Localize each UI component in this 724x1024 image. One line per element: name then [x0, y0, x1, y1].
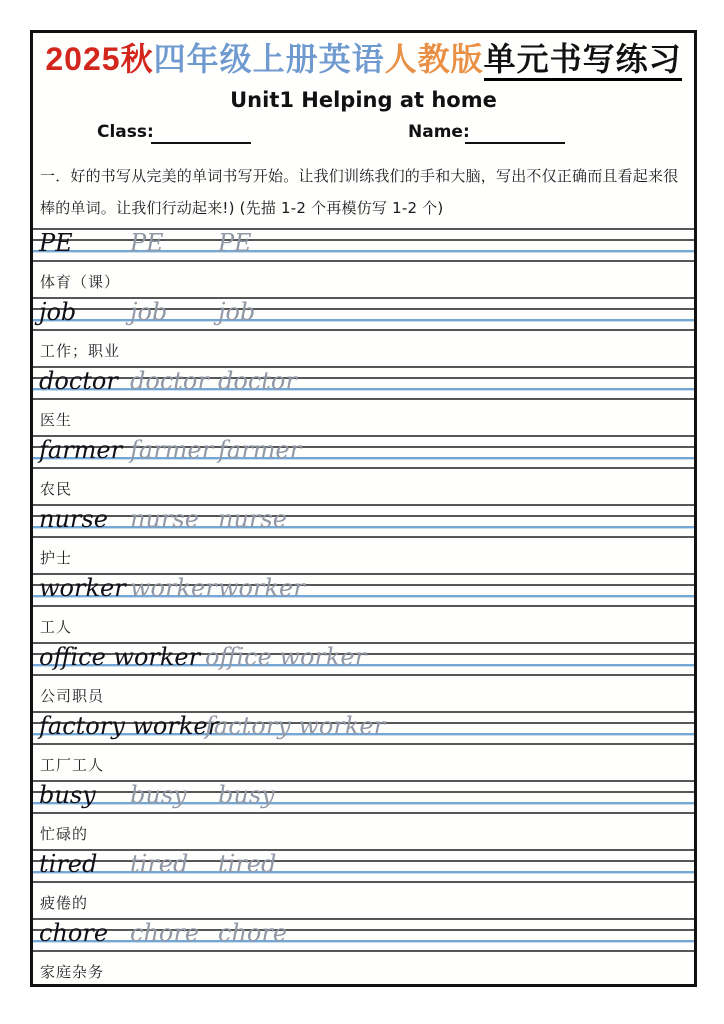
word-meaning: 工作；职业 [40, 342, 121, 360]
word-copy-trace: worker [130, 574, 217, 602]
instruction-text: 一．好的书写从完美的单词书写开始。让我们训练我们的手和大脑，写出不仅正确而且看起来很棒的单词。让我们行动起来!) (先描 1-2 个再模仿写 1-2 个) [40, 167, 679, 217]
word-meaning: 工厂工人 [40, 756, 105, 774]
guide-line [33, 398, 694, 400]
word-copy-trace: tired [130, 850, 189, 878]
word-copy-dark: chore [39, 919, 109, 947]
word-meaning: 护士 [40, 549, 73, 567]
word-copy-dark: tired [39, 850, 98, 878]
word-copy-trace: job [218, 298, 256, 326]
word-copy-dark: farmer [39, 436, 123, 464]
word-meaning: 忙碌的 [40, 825, 89, 843]
word-copy-trace: nurse [130, 505, 199, 533]
worksheet-page [30, 30, 697, 987]
word-block [33, 226, 694, 295]
word-copy-trace: office worker [205, 643, 367, 671]
word-copy-trace: busy [130, 781, 187, 809]
name-blank-field[interactable] [465, 120, 565, 144]
class-name-row [33, 120, 694, 148]
unit-subtitle: Unit1 Helping at home [230, 88, 497, 112]
writing-grid[interactable] [33, 847, 694, 884]
word-copy-dark: nurse [39, 505, 108, 533]
guide-line [33, 812, 694, 814]
name-label: Name: [408, 122, 470, 142]
guide-line [33, 260, 694, 262]
word-copy-dark: worker [39, 574, 126, 602]
word-copy-dark: office worker [39, 643, 201, 671]
word-copy-trace: factory worker [205, 712, 386, 740]
word-copy-dark: job [39, 298, 77, 326]
word-copy-trace: nurse [218, 505, 287, 533]
word-copy-trace: farmer [218, 436, 302, 464]
word-copy-trace: PE [218, 229, 252, 257]
guide-line [33, 743, 694, 745]
word-copy-trace: job [130, 298, 168, 326]
word-meaning: 医生 [40, 411, 73, 429]
writing-grid[interactable] [33, 295, 694, 332]
guide-line [33, 881, 694, 883]
word-copy-dark: doctor [39, 367, 118, 395]
word-meaning: 体育（课） [40, 273, 121, 291]
guide-line [33, 467, 694, 469]
writing-grid[interactable] [33, 571, 694, 608]
class-label: Class: [97, 122, 154, 142]
word-copy-trace: chore [130, 919, 200, 947]
title-part: 四年级上册英语 [153, 41, 385, 77]
writing-grid[interactable] [33, 364, 694, 401]
word-block [33, 502, 694, 571]
word-copy-dark: busy [39, 781, 96, 809]
guide-line [33, 674, 694, 676]
guide-line [33, 329, 694, 331]
title-part: 2025秋 [45, 41, 154, 77]
writing-grid[interactable] [33, 640, 694, 677]
word-blocks [33, 226, 694, 985]
word-block [33, 295, 694, 364]
word-copy-trace: farmer [130, 436, 214, 464]
title-part: 人教版 [384, 41, 484, 77]
writing-grid[interactable] [33, 226, 694, 263]
word-block [33, 364, 694, 433]
word-copy-trace: worker [218, 574, 305, 602]
word-meaning: 疲倦的 [40, 894, 89, 912]
word-block [33, 778, 694, 847]
word-block [33, 847, 694, 916]
word-meaning: 工人 [40, 618, 73, 636]
word-copy-trace: chore [218, 919, 288, 947]
guide-line [33, 950, 694, 952]
word-block [33, 916, 694, 985]
word-copy-trace: doctor [218, 367, 297, 395]
word-copy-dark: factory worker [39, 712, 220, 740]
writing-grid[interactable] [33, 709, 694, 746]
word-meaning: 公司职员 [40, 687, 105, 705]
word-copy-dark: PE [39, 229, 73, 257]
writing-grid[interactable] [33, 916, 694, 953]
writing-grid[interactable] [33, 778, 694, 815]
title-part: 单元书写练习 [484, 41, 682, 81]
word-copy-trace: tired [218, 850, 277, 878]
guide-line [33, 536, 694, 538]
word-copy-trace: doctor [130, 367, 209, 395]
word-meaning: 家庭杂务 [40, 963, 105, 981]
class-blank-field[interactable] [151, 120, 251, 144]
word-meaning: 农民 [40, 480, 73, 498]
word-block [33, 709, 694, 778]
word-block [33, 433, 694, 502]
word-copy-trace: PE [130, 229, 164, 257]
page-title [33, 39, 694, 79]
word-copy-trace: busy [218, 781, 275, 809]
word-block [33, 640, 694, 709]
word-block [33, 571, 694, 640]
guide-line [33, 605, 694, 607]
writing-grid[interactable] [33, 433, 694, 470]
writing-grid[interactable] [33, 502, 694, 539]
